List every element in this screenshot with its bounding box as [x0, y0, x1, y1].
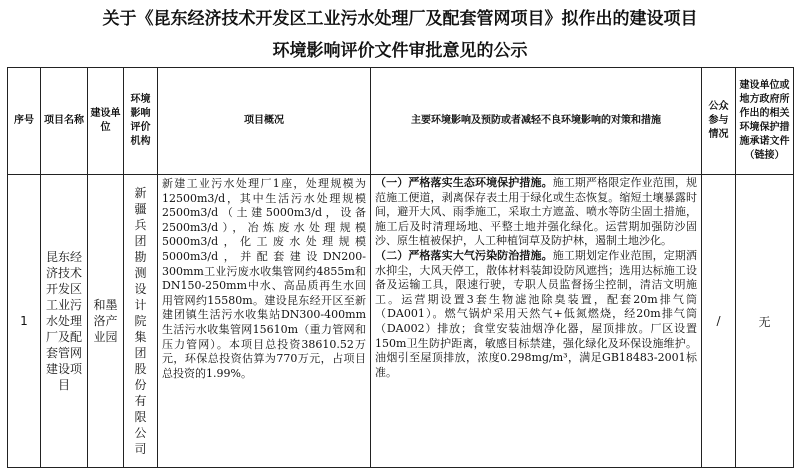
header-project-name: 项目名称 — [41, 68, 88, 175]
document-title-line-1: 关于《昆东经济技术开发区工业污水处理厂及配套管网项目》拟作出的建设项目 — [102, 9, 698, 29]
cell-seq: 1 — [8, 175, 41, 468]
header-seq: 序号 — [8, 68, 41, 175]
measure-text-2: 施工期划定作业范围，定期洒水抑尘，大风天停工，散体材料装卸设防风遮挡；选用达标施工设备及运输工具，限速行驶，专职人员监督扬尘控制，清洁文明施工。运营期设置3套生物滤池除臭装置，配套20m排气筒（DA001）。燃气锅炉采用天然气+低氮燃烧，经20m排气筒（DA002）排放；食堂安装油烟净化器，屋顶排放。厂区设置150m卫生防护距离，敏感目标禁建，强化绿化及环保设施维护。油烟引至屋顶排放，浓度0.298mg/m³，满足GB18483-2001标准。 — [375, 248, 698, 379]
document-title-line-2: 环境影响评价文件审批意见的公示 — [272, 41, 528, 61]
cell-commitment: 无 — [736, 175, 794, 468]
header-builder: 建设单位 — [88, 68, 124, 175]
cell-public: / — [702, 175, 736, 468]
header-eia-agency: 环境影响评价机构 — [124, 68, 158, 175]
cell-overview: 新建工业污水处理厂1座，处理规模为12500m3/d，其中生活污水处理规模2500m3/d（土建5000m3/d，设备2500m3/d），冶炼废水处理规模5000m3/d，化工废水处理规模5000m3/d，并配套建设DN200-300mm工业污废水收集管网约4855m和DN150-250mm中水、高品质再生水回用管网约15580m。建设昆东经开区至新建团镇生活污水收集站DN300-400mm生活污水收集管网15610m（重力管网和压力管网）。本项目总投资38610.52万元，环保总投资估算为770万元，占项目总投资的1.99%。 — [158, 175, 371, 468]
measure-paragraph-1 — [375, 176, 697, 249]
cell-project-name: 昆东经济技术开发区工业污水处理厂及配套管网建设项目 — [41, 175, 88, 468]
cell-builder: 和墨洛产业园 — [88, 175, 124, 468]
measure-heading-1: （一）严格落实生态环境保护措施。 — [375, 176, 553, 189]
header-overview: 项目概况 — [158, 68, 371, 175]
table-header-row — [8, 68, 794, 175]
measure-text-1: 施工期严格限定作业范围，规范施工便道，剥离保存表土用于绿化或生态恢复。缩短土壤暴露时间，避开大风、雨季施工，采取土方遮盖、喷水等防尘固土措施，施工后及时清理场地、平整土地并强化绿化。运营期加强防沙固沙、原生植被保护，人工种植饲草及防护林，遏制土地沙化。 — [375, 176, 698, 248]
cell-eia-agency: 新疆兵团勘测设计院集团股份有限公司 — [124, 175, 158, 468]
header-public: 公众参与情况 — [702, 68, 736, 175]
header-commitment: 建设单位或地方政府所作出的相关环境保护措施承诺文件（链接） — [736, 68, 794, 175]
measure-heading-2: （二）严格落实大气污染防治措施。 — [375, 248, 553, 262]
header-measures: 主要环境影响及预防或者减轻不良环境影响的对策和措施 — [371, 68, 702, 175]
cell-measures — [371, 175, 702, 468]
measure-paragraph-2 — [375, 249, 697, 380]
approval-table — [7, 67, 794, 468]
table-row — [8, 175, 794, 468]
